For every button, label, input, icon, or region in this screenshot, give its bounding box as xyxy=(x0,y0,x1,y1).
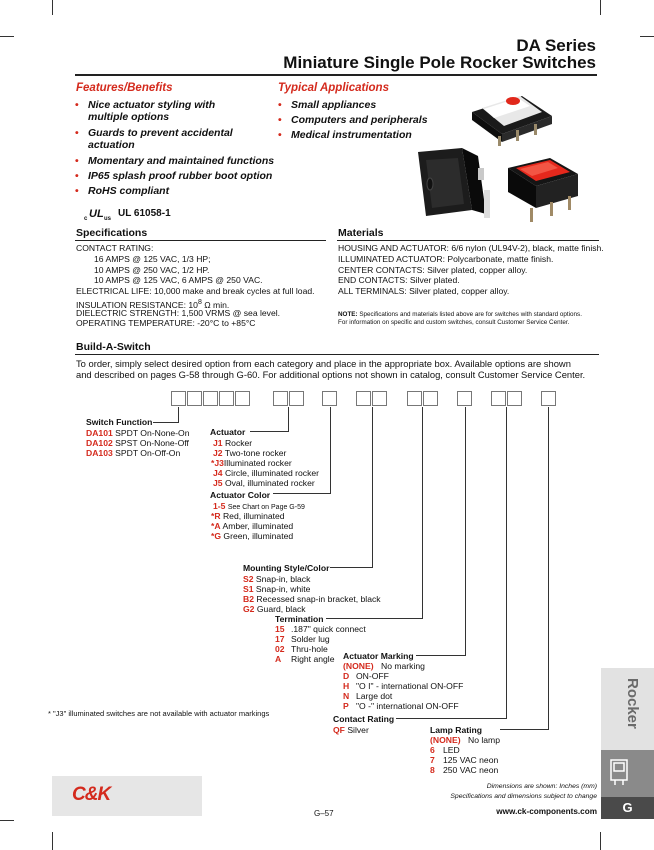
order-box-termination-2[interactable] xyxy=(423,391,438,406)
connector-contact-h xyxy=(396,718,507,719)
materials-note-1: NOTE: Specifications and materials listed above are for switches with standard options. xyxy=(338,311,582,318)
actuator-color-heading: Actuator Color xyxy=(210,490,271,500)
materials-heading: Materials xyxy=(338,227,384,239)
mounting-option[interactable]: G2 Guard, black xyxy=(243,604,306,614)
website-link[interactable]: www.ck-components.com xyxy=(496,807,597,816)
connector-function xyxy=(178,407,179,423)
materials-note-2: For information on specific and custom switches, consult Customer Service Center. xyxy=(338,319,570,326)
connector-actuator xyxy=(288,407,289,432)
switch-function-option[interactable]: DA101 SPDT On-None-On xyxy=(86,428,190,438)
material-line: CENTER CONTACTS: Silver plated, copper alloy. xyxy=(338,265,528,275)
lamp-rating-heading: Lamp Rating xyxy=(430,725,483,735)
ck-logo: C&K xyxy=(72,784,111,805)
spec-line-insulation: INSULATION RESISTANCE: $10^8$ Ω min. xyxy=(76,299,230,310)
connector-termination-h xyxy=(326,618,423,619)
spec-line: 10 AMPS @ 125 VAC, 6 AMPS @ 250 VAC. xyxy=(94,275,263,285)
spec-line: 10 AMPS @ 250 VAC, 1/2 HP. xyxy=(94,265,210,275)
actuator-marking-option[interactable]: H "O I" - international ON-OFF xyxy=(343,681,464,691)
actuator-option[interactable]: J2 Two-tone rocker xyxy=(213,448,287,458)
feature-item: • Guards to prevent accidental actuation xyxy=(75,127,233,151)
application-item: • Medical instrumentation xyxy=(278,129,412,141)
product-photo-black-switch xyxy=(408,140,500,230)
spec-line: OPERATING TEMPERATURE: -20°C to +85°C xyxy=(76,318,256,328)
spec-line: CONTACT RATING: xyxy=(76,243,154,253)
spec-line: ELECTRICAL LIFE: 10,000 make and break cycles at full load. xyxy=(76,286,315,296)
actuator-marking-option[interactable]: N Large dot xyxy=(343,691,393,701)
actuator-color-option[interactable]: *A Amber, illuminated xyxy=(211,521,294,531)
product-photo-illuminated-switch xyxy=(460,78,560,148)
lamp-rating-option[interactable]: 8 250 VAC neon xyxy=(430,765,499,775)
connector-mounting-h xyxy=(330,567,373,568)
section-tab-label: Rocker xyxy=(624,678,641,729)
materials-rule xyxy=(337,240,599,241)
connector-marking-h xyxy=(416,655,466,656)
series-title: DA Series xyxy=(516,36,596,55)
order-box-actuator-2[interactable] xyxy=(289,391,304,406)
application-item: • Small appliances xyxy=(278,99,377,111)
connector-mounting xyxy=(372,407,373,568)
feature-item: • IP65 splash proof rubber boot option xyxy=(75,170,273,182)
lamp-rating-option[interactable]: 6 LED xyxy=(430,745,460,755)
actuator-color-option[interactable]: *G Green, illuminated xyxy=(211,531,294,541)
lamp-rating-option[interactable]: (NONE) No lamp xyxy=(430,735,500,745)
actuator-marking-option[interactable]: (NONE) No marking xyxy=(343,661,425,671)
ul-standard: UL 61058-1 xyxy=(118,208,171,219)
switch-function-option[interactable]: DA102 SPST On-None-Off xyxy=(86,438,189,448)
termination-heading: Termination xyxy=(275,614,324,624)
build-rule xyxy=(75,354,599,355)
order-box-termination-1[interactable] xyxy=(407,391,422,406)
dimensions-note: Dimensions are shown: Inches (mm) xyxy=(486,783,597,790)
svg-text:UL: UL xyxy=(89,208,104,220)
spec-line: DIELECTRIC STRENGTH: 1,500 VRMS @ sea level. xyxy=(76,308,281,318)
order-box-function-1[interactable] xyxy=(171,391,186,406)
page-title: Miniature Single Pole Rocker Switches xyxy=(283,53,596,72)
order-box-mounting-2[interactable] xyxy=(372,391,387,406)
order-box-function-5[interactable] xyxy=(235,391,250,406)
specs-change-note: Specifications and dimensions subject to change xyxy=(450,793,597,800)
mounting-heading: Mounting Style/Color xyxy=(243,563,330,573)
actuator-option[interactable]: J5 Oval, illuminated rocker xyxy=(213,478,315,488)
termination-option[interactable]: 02 Thru-hole xyxy=(275,644,328,654)
termination-option[interactable]: 15 .187" quick connect xyxy=(275,624,366,634)
rocker-switch-icon xyxy=(609,758,629,786)
material-line: END CONTACTS: Silver plated. xyxy=(338,275,460,285)
switch-function-option[interactable]: DA103 SPDT On-Off-On xyxy=(86,448,181,458)
termination-option[interactable]: 17 Solder lug xyxy=(275,634,330,644)
svg-text:c: c xyxy=(84,216,88,222)
page-number: G–57 xyxy=(314,809,334,818)
termination-option[interactable]: A Right angle xyxy=(275,654,335,664)
build-heading: Build-A-Switch xyxy=(76,341,151,353)
actuator-marking-option[interactable]: D ON-OFF xyxy=(343,671,389,681)
feature-item: • Momentary and maintained functions xyxy=(75,155,275,167)
actuator-marking-heading: Actuator Marking xyxy=(343,651,414,661)
features-heading: Features/Benefits xyxy=(76,82,173,94)
spec-line: 16 AMPS @ 125 VAC, 1/3 HP; xyxy=(94,254,211,264)
order-box-lamp[interactable] xyxy=(541,391,556,406)
product-photo-red-switch xyxy=(500,148,586,228)
connector-color xyxy=(330,407,331,494)
lamp-rating-option[interactable]: 7 125 VAC neon xyxy=(430,755,499,765)
actuator-option[interactable]: J4 Circle, illuminated rocker xyxy=(213,468,320,478)
order-box-marking[interactable] xyxy=(457,391,472,406)
material-line: ALL TERMINALS: Silver plated, copper alloy. xyxy=(338,286,510,296)
actuator-option[interactable]: J1 Rocker xyxy=(213,438,253,448)
actuator-heading: Actuator xyxy=(210,427,246,437)
header-rule xyxy=(75,74,597,76)
actuator-color-option[interactable]: *R Red, illuminated xyxy=(211,511,285,521)
mounting-option[interactable]: S1 Snap-in, white xyxy=(243,584,311,594)
contact-rating-heading: Contact Rating xyxy=(333,714,395,724)
applications-heading: Typical Applications xyxy=(278,82,389,94)
ul-listed-icon xyxy=(84,206,112,222)
switch-function-heading: Switch Function xyxy=(86,417,153,427)
svg-text:us: us xyxy=(104,216,112,222)
connector-color-h xyxy=(273,493,331,494)
actuator-color-option[interactable]: 1-5 See Chart on Page G-59 xyxy=(213,501,305,511)
specifications-heading: Specifications xyxy=(76,227,148,239)
connector-lamp xyxy=(548,407,549,730)
mounting-option[interactable]: B2 Recessed snap-in bracket, black xyxy=(243,594,381,604)
connector-lamp-h xyxy=(500,729,549,730)
order-box-mounting-1[interactable] xyxy=(356,391,371,406)
order-box-color[interactable] xyxy=(322,391,337,406)
build-intro-1: To order, simply select desired option from each category and place in the appropriate box. Available options are shown xyxy=(76,358,571,369)
connector-function-h xyxy=(153,422,179,423)
actuator-option[interactable]: *J3Illuminated rocker xyxy=(211,458,292,468)
footnote: * "J3" illuminated switches are not available with actuator markings xyxy=(48,709,270,718)
connector-marking xyxy=(465,407,466,656)
order-box-function-3[interactable] xyxy=(203,391,218,406)
order-box-function-4[interactable] xyxy=(219,391,234,406)
feature-item: • Nice actuator styling with multiple options xyxy=(75,99,216,123)
section-letter-tab[interactable]: G xyxy=(601,797,654,819)
order-box-contact-2[interactable] xyxy=(507,391,522,406)
actuator-marking-option[interactable]: P "O -" international ON-OFF xyxy=(343,701,459,711)
order-box-contact-1[interactable] xyxy=(491,391,506,406)
build-intro-2: and described on pages G-58 through G-60. For additional options not shown in catalog, consult Customer Service Center. xyxy=(76,369,586,380)
feature-item: • RoHS compliant xyxy=(75,185,170,197)
material-line: ILLUMINATED ACTUATOR: Polycarbonate, matte finish. xyxy=(338,254,554,264)
connector-termination xyxy=(422,407,423,619)
application-item: • Computers and peripherals xyxy=(278,114,428,126)
contact-rating-option[interactable]: QF Silver xyxy=(333,725,369,735)
section-tab-rocker[interactable] xyxy=(601,668,654,750)
connector-actuator-h xyxy=(250,431,289,432)
mounting-option[interactable]: S2 Snap-in, black xyxy=(243,574,311,584)
rocker-switch-icon-tab xyxy=(601,750,654,797)
order-box-actuator-1[interactable] xyxy=(273,391,288,406)
order-box-function-2[interactable] xyxy=(187,391,202,406)
connector-contact xyxy=(506,407,507,719)
specifications-rule xyxy=(75,240,326,241)
material-line: HOUSING AND ACTUATOR: 6/6 nylon (UL94V-2), black, matte finish. xyxy=(338,243,604,253)
